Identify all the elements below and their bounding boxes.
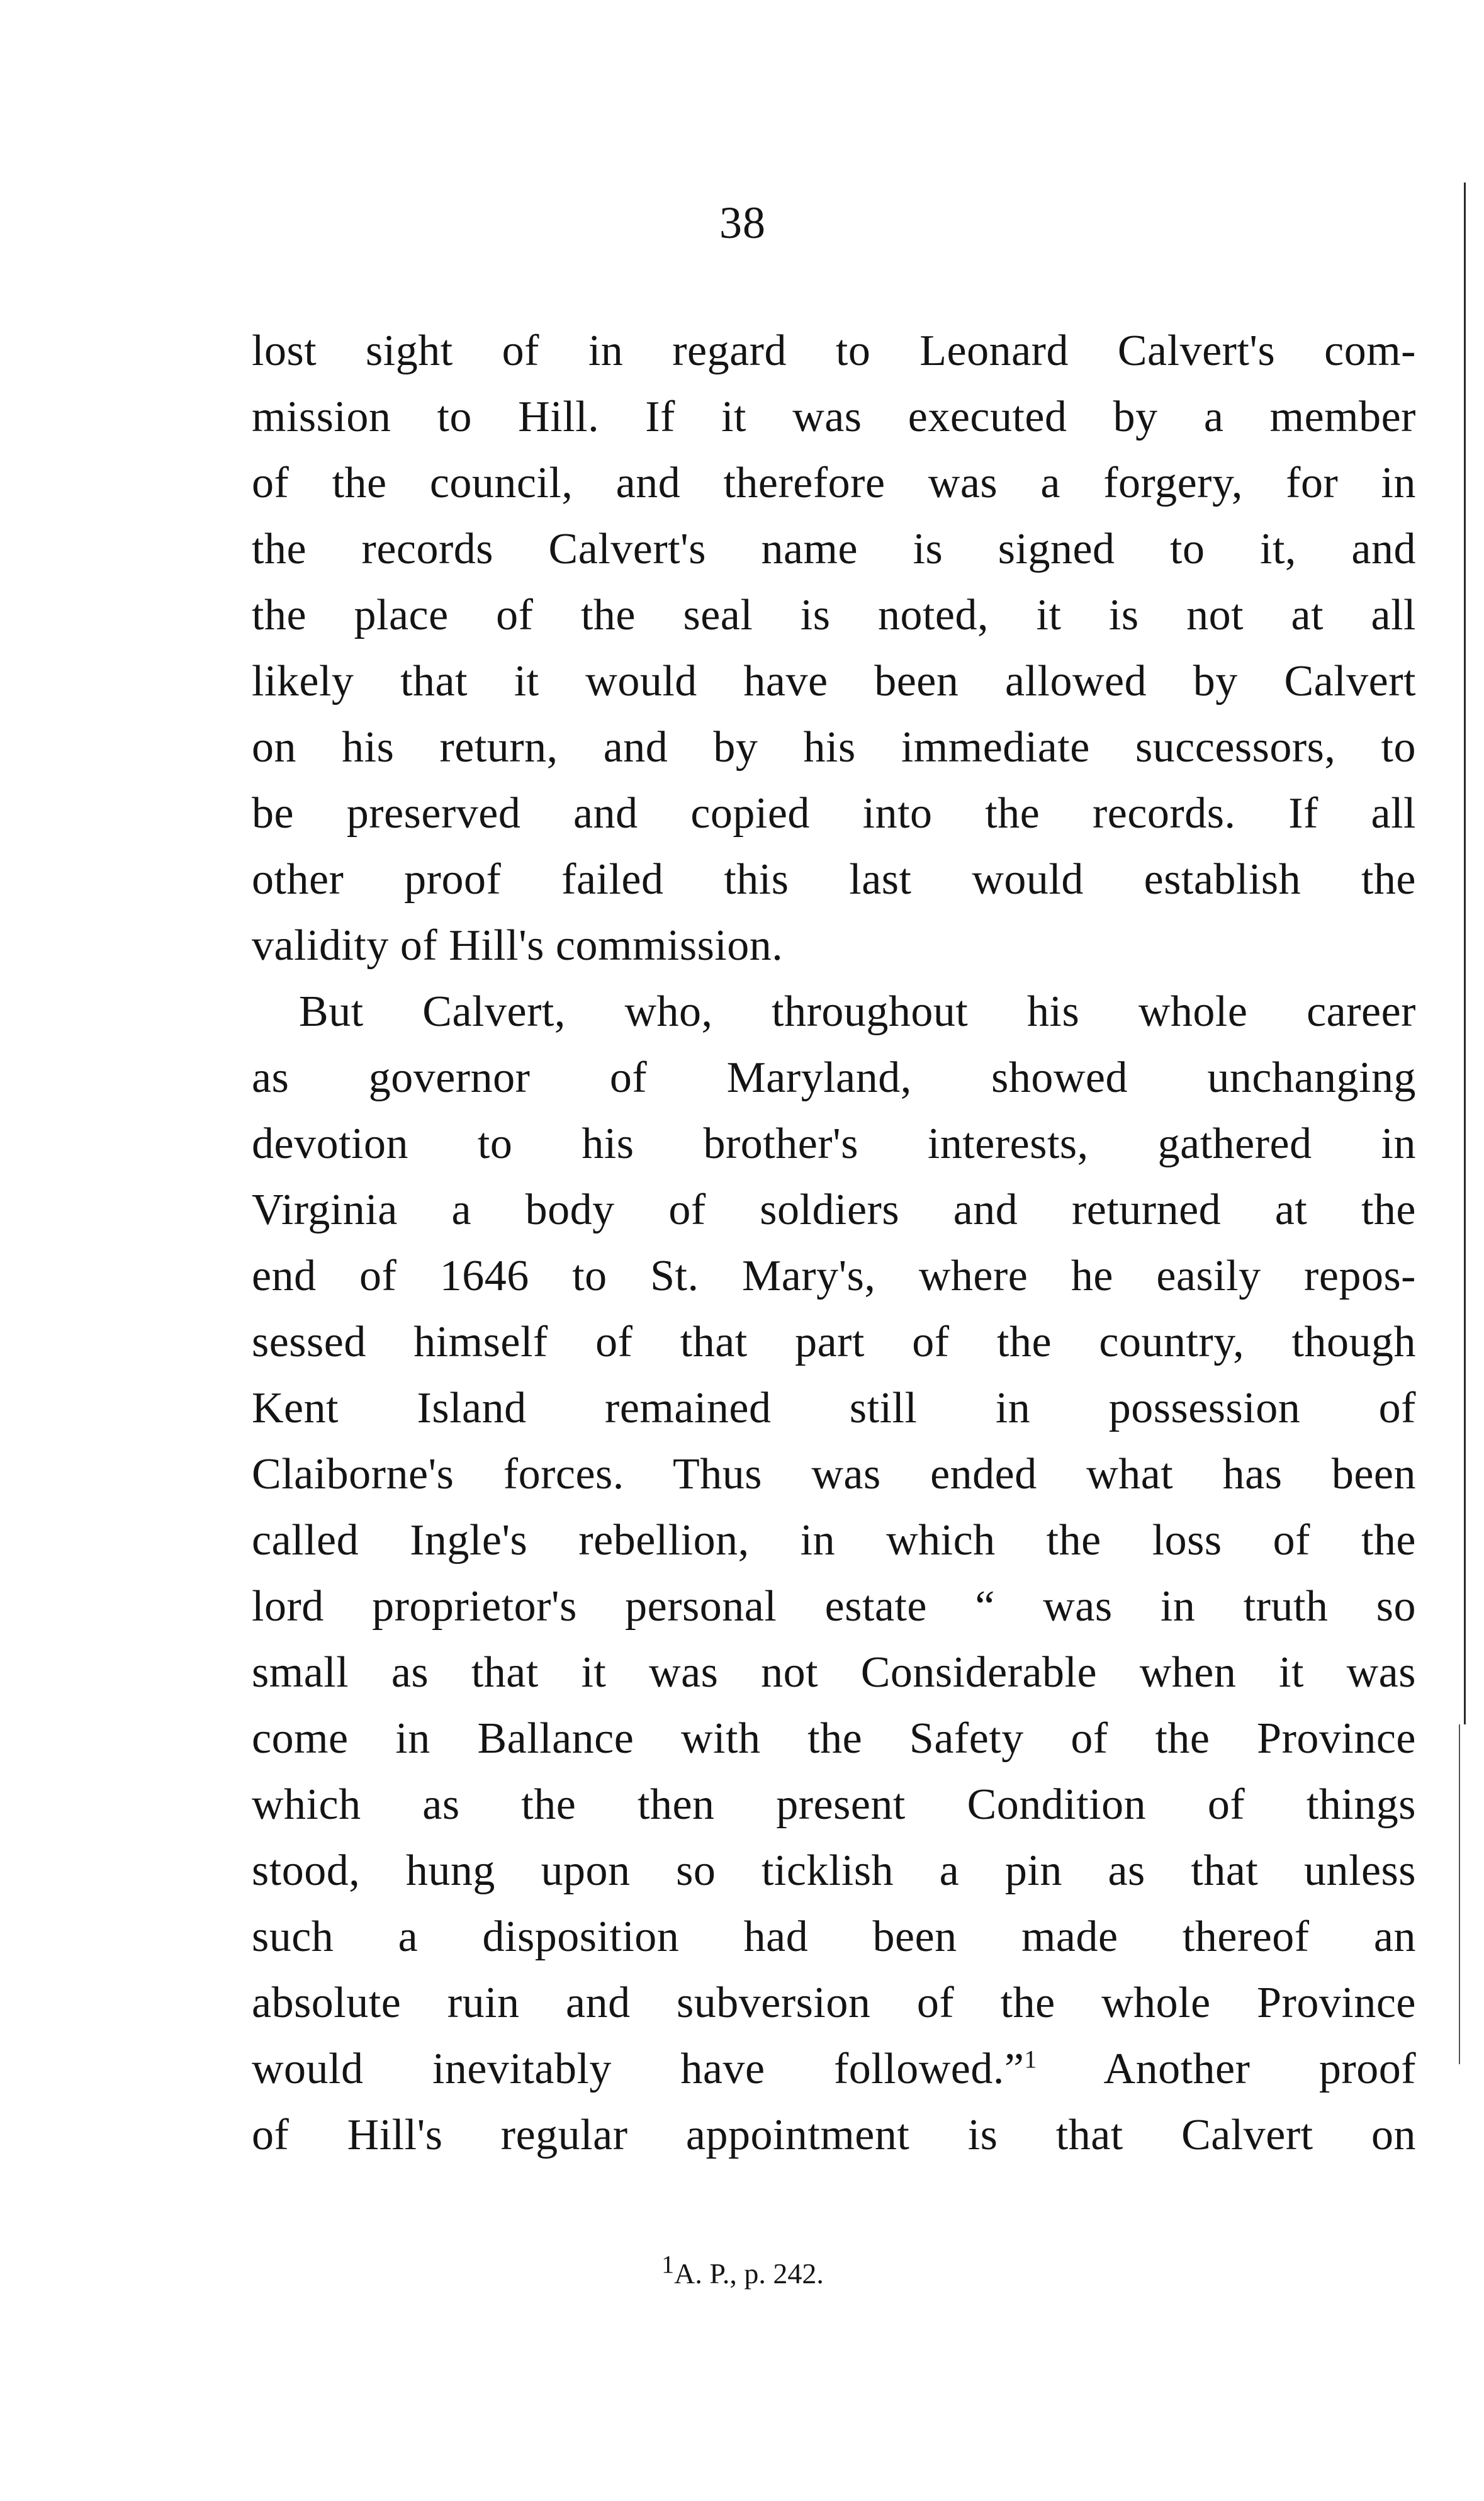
text-line: lost sight of in regard to Leonard Calvert's com- (252, 327, 1416, 375)
text-line: mission to Hill. If it was executed by a member (252, 393, 1416, 441)
text-line: such a disposition had been made thereof an (252, 1913, 1416, 1961)
text-line: come in Ballance with the Safety of the Province (252, 1714, 1416, 1763)
text-line: be preserved and copied into the records. If all (252, 789, 1416, 838)
text-line: the place of the seal is noted, it is not at all (252, 591, 1416, 639)
footnote-text: A. P., p. 242. (674, 2257, 824, 2290)
footnote (554, 2250, 931, 2290)
text-line: as governor of Maryland, showed unchanging (252, 1054, 1416, 1102)
text-line-segment: would inevitably have followed.” (252, 2045, 1025, 2093)
text-line: end of 1646 to St. Mary's, where he easily repos- (252, 1252, 1416, 1300)
text-line: called Ingle's rebellion, in which the loss of the (252, 1516, 1416, 1565)
text-line: the records Calvert's name is signed to it, and (252, 525, 1416, 573)
text-line: which as the then present Condition of things (252, 1780, 1416, 1829)
text-line-segment: Another proof (1103, 2045, 1417, 2093)
text-line: Virginia a body of soldiers and returned at the (252, 1186, 1416, 1234)
text-line: devotion to his brother's interests, gathered in (252, 1120, 1416, 1168)
page-edge-rule (1464, 183, 1466, 1724)
text-line: likely that it would have been allowed by Calvert (252, 657, 1416, 705)
text-line: Kent Island remained still in possession of (252, 1384, 1416, 1432)
text-line: lord proprietor's personal estate “ was in truth so (252, 1582, 1416, 1631)
page-edge-rule (1459, 1724, 1460, 2064)
page-number: 38 (719, 198, 766, 248)
text-line: validity of Hill's commission. (252, 921, 784, 970)
text-line: sessed himself of that part of the country, though (252, 1318, 1416, 1366)
text-line: other proof failed this last would establish the (252, 855, 1416, 904)
text-line-with-footnote-ref (252, 2036, 1416, 2102)
text-line: of Hill's regular appointment is that Calvert on (252, 2111, 1416, 2159)
text-line: on his return, and by his immediate successors, to (252, 723, 1416, 772)
text-line: Claiborne's forces. Thus was ended what has been (252, 1450, 1416, 1498)
text-line: But Calvert, who, throughout his whole career (299, 987, 1416, 1036)
body-text (252, 318, 1416, 2168)
text-line: of the council, and therefore was a forgery, for in (252, 459, 1416, 507)
footnote-mark: 1 (661, 2250, 675, 2279)
text-line: absolute ruin and subversion of the whole Province (252, 1979, 1416, 2027)
footnote-reference: 1 (1024, 2045, 1037, 2074)
text-line: stood, hung upon so ticklish a pin as that unless (252, 1846, 1416, 1895)
text-line: small as that it was not Considerable when it was (252, 1648, 1416, 1697)
